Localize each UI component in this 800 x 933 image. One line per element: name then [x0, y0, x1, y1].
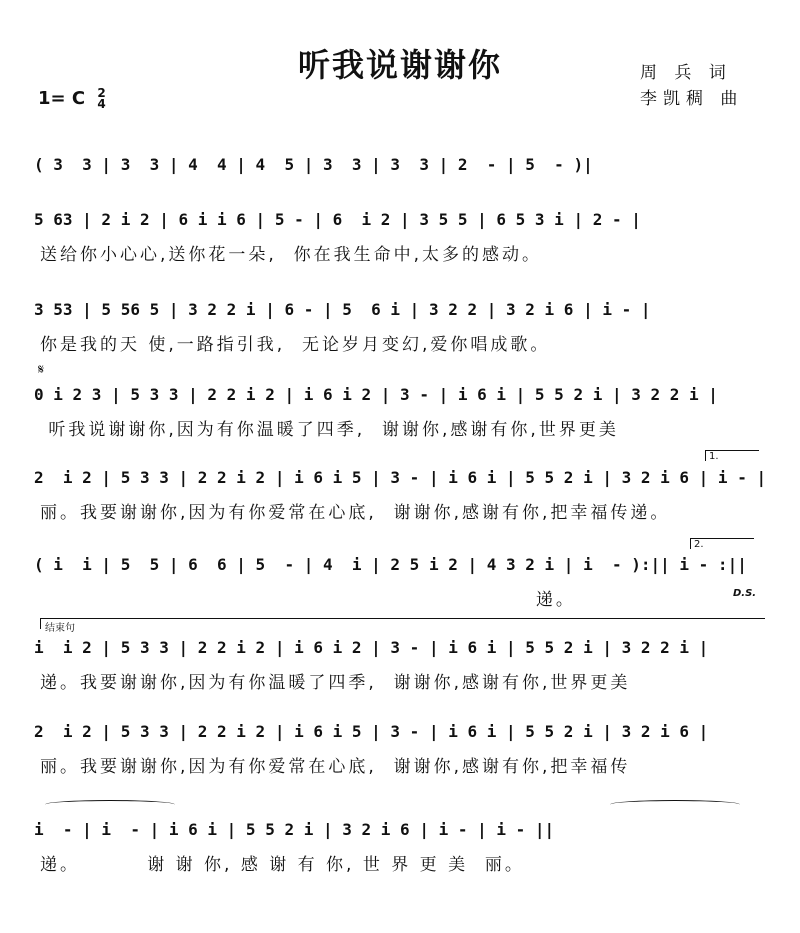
tie-arc-right [610, 800, 740, 809]
time-signature-bottom: 4 [97, 97, 106, 111]
lyric-row-3: 你是我的天 使,一路指引我, 无论岁月变幻,爱你唱成歌。 [40, 335, 551, 355]
lyric-row-8: 丽。我要谢谢你,因为有你爱常在心底, 谢谢你,感谢有你,把幸福传 [40, 757, 631, 777]
tie-arc-left [45, 800, 175, 809]
lyric-row-4: 听我说谢谢你,因为有你温暖了四季, 谢谢你,感谢有你,世界更美 [40, 420, 619, 440]
coda-bracket [40, 618, 765, 634]
lyric-row-9: 递。 谢 谢 你, 感 谢 有 你, 世 界 更 美 丽。 [40, 855, 525, 875]
notation-row-4: 0 i 2 3 | 5 3 3 | 2 2 i 2 | i 6 i 2 | 3 - | i 6 i | 5 5 2 i | 3 2 2 i | [34, 385, 718, 404]
second-ending-bracket [690, 538, 754, 549]
lyric-row-5: 丽。我要谢谢你,因为有你爱常在心底, 谢谢你,感谢有你,把幸福传递。 [40, 503, 671, 523]
notation-row-8: 2 i 2 | 5 3 3 | 2 2 i 2 | i 6 i 5 | 3 - | i 6 i | 5 5 2 i | 3 2 i 6 | [34, 722, 709, 741]
song-title: 听我说谢谢你 [297, 46, 502, 84]
notation-row-7: i i 2 | 5 3 3 | 2 2 i 2 | i 6 i 2 | 3 - | i 6 i | 5 5 2 i | 3 2 2 i | [34, 638, 709, 657]
lyricist-credit: 周 兵 词 [640, 63, 732, 83]
segno-mark: 𝄋 [38, 362, 45, 378]
time-signature-top: 2 [97, 86, 106, 100]
ds-mark: D.S. [733, 588, 757, 599]
first-ending-bracket [705, 450, 759, 461]
coda-label: 结束句 [45, 623, 75, 634]
second-ending-label: 2. [694, 539, 704, 550]
lyric-row-2: 送给你小心心,送你花一朵, 你在我生命中,太多的感动。 [40, 245, 543, 265]
lyric-row-7: 递。我要谢谢你,因为有你温暖了四季, 谢谢你,感谢有你,世界更美 [40, 673, 631, 693]
notation-row-3: 3 53 | 5 56 5 | 3 2 2 i | 6 - | 5 6 i | 3 2 2 | 3 2 i 6 | i - | [34, 300, 651, 319]
key-label: 1= C [38, 88, 86, 109]
notation-row-1: ( 3 3 | 3 3 | 4 4 | 4 5 | 3 3 | 3 3 | 2 - | 5 - )| [34, 155, 593, 174]
notation-row-2: 5 63 | 2 i 2 | 6 i i 6 | 5 - | 6 i 2 | 3 5 5 | 6 5 3 i | 2 - | [34, 210, 641, 229]
notation-row-9: i - | i - | i 6 i | 5 5 2 i | 3 2 i 6 | i - | i - || [34, 820, 555, 839]
key-signature [38, 88, 106, 110]
lyric-row-6: 递。 [40, 590, 576, 610]
credits [640, 60, 743, 112]
time-signature [97, 88, 105, 110]
composer-credit: 李凯稠 曲 [640, 89, 744, 109]
notation-row-6: ( i i | 5 5 | 6 6 | 5 - | 4 i | 2 5 i 2 | 4 3 2 i | i - ):|| i - :|| [34, 555, 747, 574]
notation-row-5: 2 i 2 | 5 3 3 | 2 2 i 2 | i 6 i 5 | 3 - | i 6 i | 5 5 2 i | 3 2 i 6 | i - | [34, 468, 767, 487]
first-ending-label: 1. [709, 451, 719, 462]
